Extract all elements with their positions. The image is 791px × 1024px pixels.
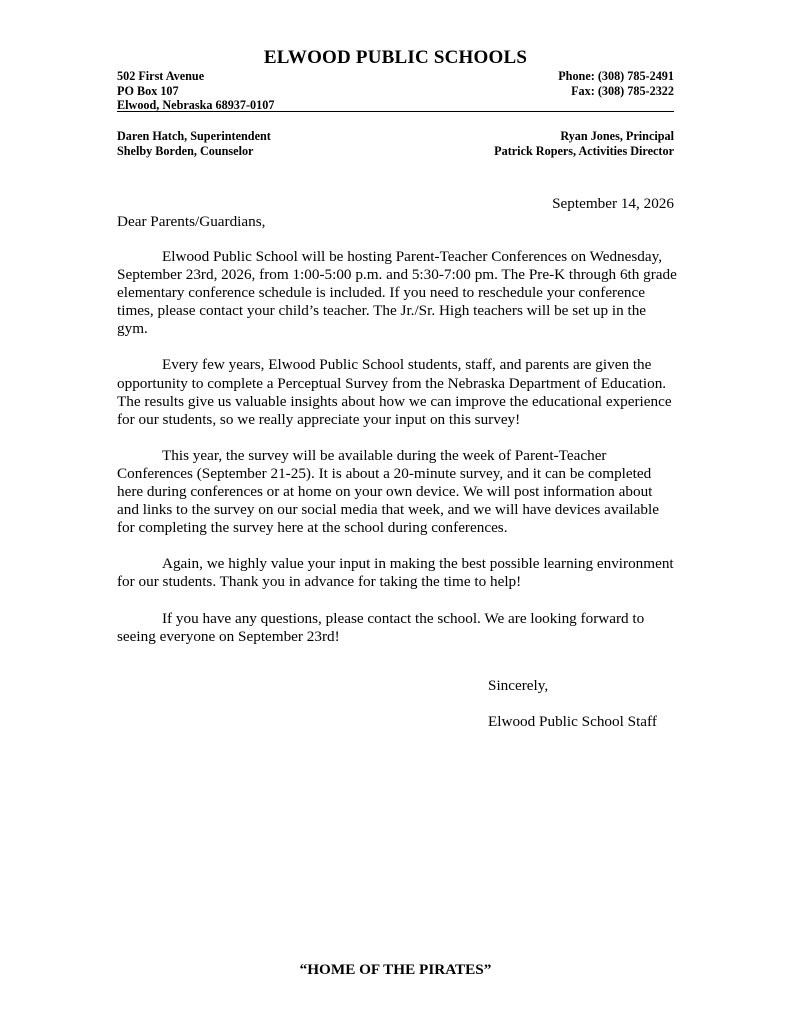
letterhead-row — [117, 84, 674, 99]
letter-date: September 14, 2026 — [552, 195, 674, 212]
salutation: Dear Parents/Guardians, — [117, 213, 266, 230]
letter-body — [117, 248, 677, 664]
address-line-2: PO Box 107 — [117, 83, 179, 98]
body-paragraph: Elwood Public School will be hosting Parent-Teacher Conferences on Wednesday, September 23rd, 2026, from 1:00-5:00 p.m. and 5:30-7:00 pm. The Pre-K through 6th grade elementary conference schedule is included. If you need to reschedule your conference times, please contact your child’s teacher. The Jr./Sr. High teachers will be set up in the gym. — [117, 248, 677, 338]
principal-name: Ryan Jones, Principal — [560, 129, 674, 143]
activities-director-name: Patrick Ropers, Activities Director — [494, 143, 674, 158]
fax-number: Fax: (308) 785-2322 — [571, 83, 674, 98]
letterhead-contact — [117, 69, 674, 113]
letter-page — [117, 0, 677, 1024]
letterhead-row — [117, 69, 674, 84]
superintendent-name: Daren Hatch, Superintendent — [117, 129, 271, 143]
staff-directory — [117, 129, 674, 158]
staff-row — [117, 129, 674, 144]
body-paragraph: Again, we highly value your input in making the best possible learning environment for our students. Thank you in advance for taking the time to help! — [117, 555, 674, 591]
phone-number: Phone: (308) 785-2491 — [558, 69, 674, 83]
address-line-1: 502 First Avenue — [117, 69, 205, 83]
staff-row — [117, 144, 674, 159]
school-name-heading: ELWOOD PUBLIC SCHOOLS — [263, 47, 528, 68]
footer-motto: “HOME OF THE PIRATES” — [299, 961, 492, 978]
address-line-3: Elwood, Nebraska 68937-0107 — [117, 98, 275, 113]
body-paragraph: If you have any questions, please contact the school. We are looking forward to seeing everyone on September 23rd! — [117, 609, 645, 645]
letter-closing — [488, 677, 657, 731]
body-paragraph: Every few years, Elwood Public School students, staff, and parents are given the opportunity to complete a Perceptual Survey from the Nebraska Department of Education. The results give us valuable insights about how we can improve the educational experience for our students, so we really appreciate your input on this survey! — [117, 356, 672, 428]
counselor-name: Shelby Borden, Counselor — [117, 143, 254, 158]
signature: Elwood Public School Staff — [488, 713, 657, 730]
body-paragraph: This year, the survey will be available during the week of Parent-Teacher Conferences (September 21-25). It is about a 20-minute survey, and it can be completed here during conferences or at home on your own device. We will post information about and links to the survey on our social media that week, and we will have devices available for completing the survey here at the school during conferences. — [117, 446, 659, 537]
letterhead-divider — [117, 111, 674, 112]
closing-phrase: Sincerely, — [488, 677, 549, 694]
